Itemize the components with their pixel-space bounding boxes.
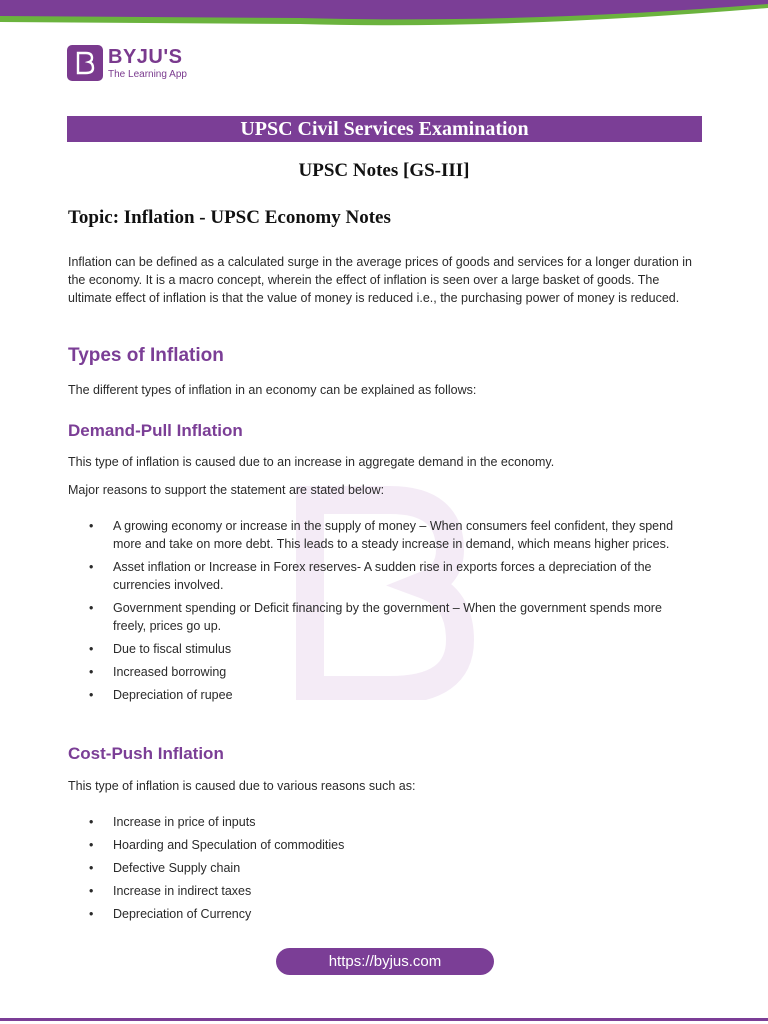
bullet-icon: • xyxy=(89,519,94,533)
topic-heading: Topic: Inflation - UPSC Economy Notes xyxy=(68,207,391,228)
top-decorative-band xyxy=(0,0,768,30)
bullet-icon: • xyxy=(89,601,94,615)
demand-pull-paragraph: This type of inflation is caused due to an increase in aggregate demand in the economy. xyxy=(68,455,555,469)
list-item-text: Government spending or Deficit financing by the government – When the government spends more freely, prices go up. xyxy=(113,601,662,633)
cost-push-heading: Cost-Push Inflation xyxy=(68,744,224,763)
list-item-text: Depreciation of Currency xyxy=(113,907,252,921)
list-item xyxy=(0,599,698,635)
notes-subtitle: UPSC Notes [GS-III] xyxy=(298,160,470,181)
logo-tagline: The Learning App xyxy=(108,68,187,80)
list-item-text: Increase in indirect taxes xyxy=(113,884,252,898)
list-item-text: Asset inflation or Increase in Forex reserves- A sudden rise in exports forces a depreciation of the currencies involved. xyxy=(113,560,652,592)
list-item xyxy=(0,517,698,553)
cost-push-paragraph: This type of inflation is caused due to various reasons such as: xyxy=(68,779,416,793)
bullet-icon: • xyxy=(89,861,94,875)
bullet-icon: • xyxy=(89,688,94,702)
list-item-text: A growing economy or increase in the supply of money – When consumers feel confident, they spend more and take on more debt. This leads to a steady increase in demand, which means higher prices. xyxy=(113,519,674,551)
footer-url-link[interactable]: https://byjus.com xyxy=(276,948,494,975)
types-heading: Types of Inflation xyxy=(68,345,224,366)
list-item-text: Increased borrowing xyxy=(113,665,227,679)
exam-banner: UPSC Civil Services Examination xyxy=(67,116,702,142)
types-paragraph: The different types of inflation in an economy can be explained as follows: xyxy=(68,383,477,397)
intro-paragraph: Inflation can be defined as a calculated surge in the average prices of goods and services for a longer duration in the economy. It is a macro concept, wherein the effect of inflation is seen over a large basket of goods. The ultimate effect of inflation is that the value of money is reduced i.e., the purchasing power of money is reduced. xyxy=(68,255,693,305)
bullet-icon: • xyxy=(89,907,94,921)
list-item xyxy=(0,882,698,900)
list-item xyxy=(0,640,698,658)
list-item xyxy=(0,663,698,681)
demand-pull-reasons-intro: Major reasons to support the statement are stated below: xyxy=(68,483,385,497)
bottom-divider xyxy=(0,1018,768,1021)
cost-push-reasons-list xyxy=(0,813,768,923)
list-item-text: Defective Supply chain xyxy=(113,861,241,875)
demand-pull-reasons-list xyxy=(0,517,768,704)
bullet-icon: • xyxy=(89,665,94,679)
bullet-icon: • xyxy=(89,642,94,656)
list-item xyxy=(0,836,698,854)
list-item xyxy=(0,686,698,704)
byjus-logo[interactable] xyxy=(67,45,187,81)
byjus-logo-mark-icon xyxy=(67,45,103,81)
list-item xyxy=(0,905,698,923)
logo-name: BYJU'S xyxy=(108,45,183,68)
list-item-text: Due to fiscal stimulus xyxy=(113,642,232,656)
bullet-icon: • xyxy=(89,884,94,898)
list-item xyxy=(0,558,698,594)
bullet-icon: • xyxy=(89,560,94,574)
list-item xyxy=(0,813,698,831)
list-item xyxy=(0,859,698,877)
list-item-text: Hoarding and Speculation of commodities xyxy=(113,838,345,852)
demand-pull-heading: Demand-Pull Inflation xyxy=(68,421,243,440)
bullet-icon: • xyxy=(89,815,94,829)
bullet-icon: • xyxy=(89,838,94,852)
list-item-text: Increase in price of inputs xyxy=(113,815,256,829)
list-item-text: Depreciation of rupee xyxy=(113,688,233,702)
